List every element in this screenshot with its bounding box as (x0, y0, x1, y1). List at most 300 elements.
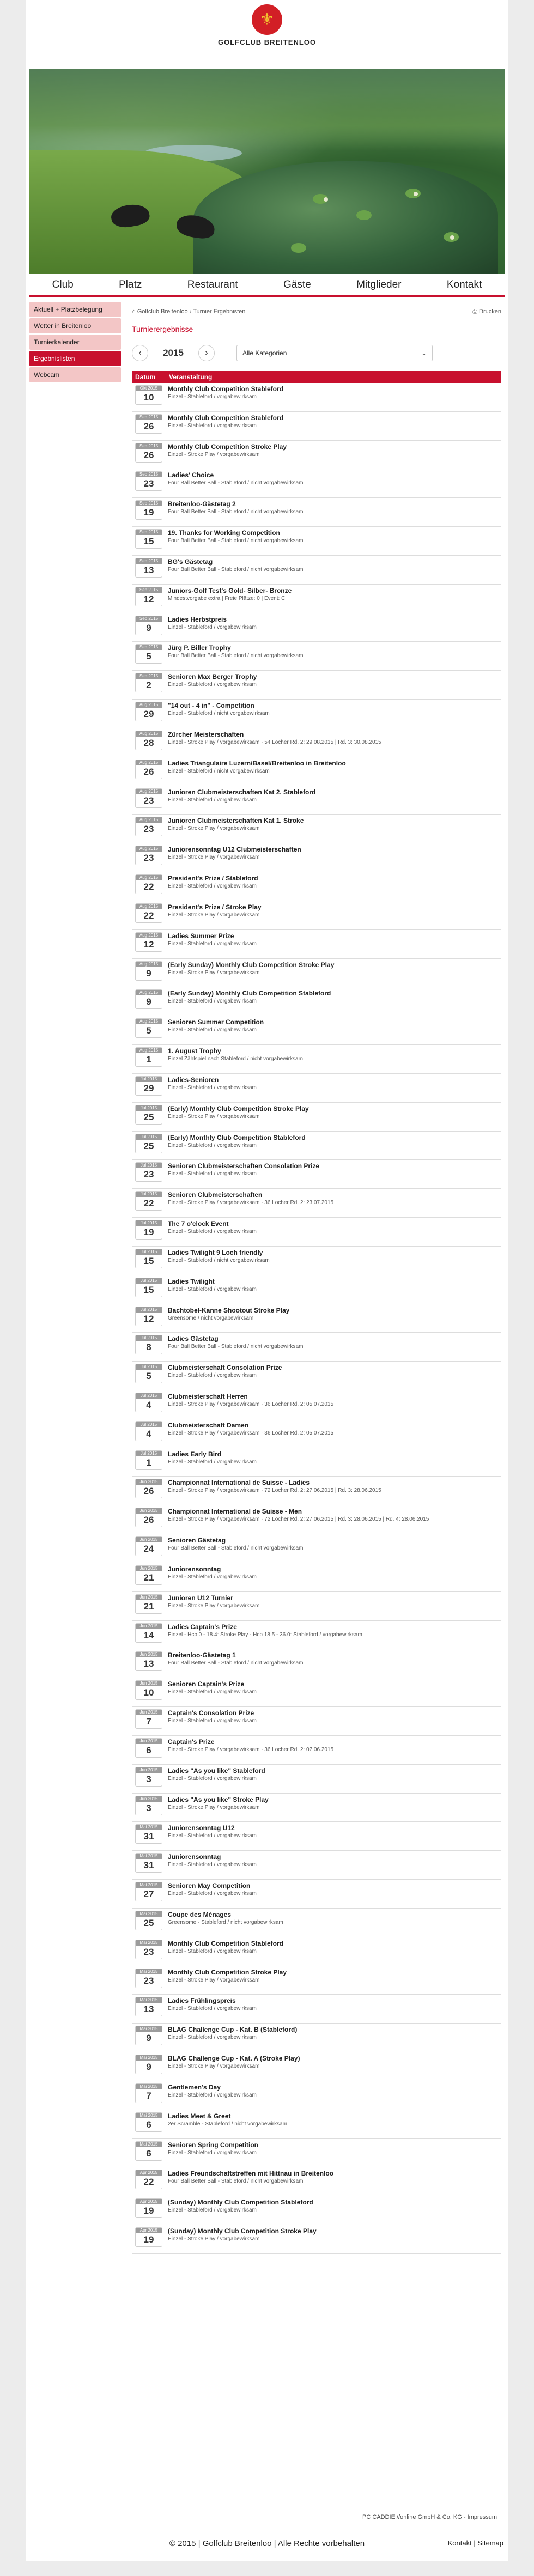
event-title[interactable]: Ladies "As you like" Stroke Play (168, 1795, 269, 1803)
table-row[interactable] (132, 2110, 501, 2139)
date-day: 1 (146, 1457, 151, 1468)
event-title[interactable]: Senioren Clubmeisterschaften Consolation Prize (168, 1162, 320, 1170)
date-day: 5 (146, 651, 151, 662)
event-title[interactable]: Captain's Prize (168, 1737, 215, 1746)
date-day: 1 (146, 1054, 151, 1065)
table-row[interactable] (132, 1247, 501, 1275)
date-day: 2 (146, 680, 151, 691)
table-row[interactable] (132, 383, 501, 412)
date-badge (135, 1393, 162, 1412)
print-link[interactable]: ⎙ Drucken (472, 308, 501, 315)
date-month: Aug 2015 (136, 846, 162, 852)
event-details: Einzel - Stableford / vorgabewirksam (168, 394, 257, 400)
table-row[interactable] (132, 1621, 501, 1650)
table-row[interactable] (132, 2167, 501, 2196)
water-lily-flower (450, 235, 454, 240)
date-day: 22 (143, 882, 154, 892)
date-month: Aug 2015 (136, 875, 162, 880)
event-details: Einzel - Stableford / vorgabewirksam (168, 1286, 257, 1292)
table-row[interactable] (132, 585, 501, 613)
event-cell (168, 731, 501, 746)
date-month: Apr 2015 (136, 2199, 162, 2204)
event-title[interactable]: "14 out - 4 in" - Competition (168, 702, 254, 710)
event-title[interactable]: Ladies Summer Prize (168, 932, 234, 940)
table-row[interactable] (132, 1563, 501, 1592)
year-display: 2015 (163, 348, 184, 358)
event-title[interactable]: Senioren May Competition (168, 1882, 251, 1890)
table-row[interactable] (132, 613, 501, 642)
date-badge (135, 1076, 162, 1096)
table-row[interactable] (132, 815, 501, 843)
table-row[interactable] (132, 671, 501, 700)
event-details: Einzel - Stroke Play / vorgabewirksam (168, 1804, 260, 1811)
event-cell (168, 443, 501, 458)
event-title[interactable]: Senioren Spring Competition (168, 2141, 259, 2149)
date-day: 5 (146, 1025, 151, 1036)
table-row[interactable] (132, 959, 501, 988)
event-title[interactable]: Juniorensonntag (168, 1853, 221, 1861)
date-month: Aug 2015 (136, 789, 162, 794)
date-badge (135, 1680, 162, 1700)
event-title[interactable]: Championnat International de Suisse - Men (168, 1508, 302, 1516)
table-row[interactable] (132, 901, 501, 930)
date-badge (135, 2198, 162, 2218)
event-details: Einzel - Stableford / vorgabewirksam (168, 1142, 257, 1149)
event-title[interactable]: Junioren U12 Turnier (168, 1594, 233, 1602)
event-cell (168, 1076, 501, 1091)
event-cell (168, 644, 501, 659)
date-month: Sep 2015 (136, 501, 162, 506)
chevron-left-icon: ‹ (138, 348, 142, 357)
event-details: Einzel - Stroke Play / vorgabewirksam (168, 854, 260, 861)
event-title[interactable]: Breitenloo-Gästetag 1 (168, 1651, 236, 1660)
nav-item-platz[interactable]: Platz (119, 279, 142, 290)
brand-name: GOLFCLUB BREITENLOO (217, 38, 317, 46)
chevron-right-icon: › (205, 348, 208, 357)
event-details: Einzel - Stableford / vorgabewirksam (168, 2207, 257, 2214)
event-title[interactable]: (Early Sunday) Monthly Club Competition Stableford (168, 989, 331, 998)
club-crest-icon[interactable]: ⚜ (252, 4, 282, 35)
table-row[interactable] (132, 1649, 501, 1678)
date-badge (135, 2055, 162, 2074)
sidebar-item-turnierkalender[interactable]: Turnierkalender (29, 335, 121, 350)
table-row[interactable] (132, 1592, 501, 1621)
event-cell (168, 760, 501, 775)
table-row[interactable] (132, 1505, 501, 1534)
footer-links[interactable]: Kontakt | Sitemap (447, 2539, 503, 2547)
event-cell (168, 616, 501, 631)
event-title[interactable]: Juniorensonntag U12 (168, 1824, 235, 1832)
date-month: Jul 2015 (136, 1451, 162, 1456)
event-cell (168, 1651, 501, 1667)
event-title[interactable]: Ladies Gästetag (168, 1335, 219, 1343)
table-row[interactable] (132, 1937, 501, 1966)
event-details: Four Ball Better Ball - Stableford / nicht vorgabewirksam (168, 1660, 304, 1667)
event-details: Einzel - Stroke Play / vorgabewirksam · 36 Löcher Rd. 2: 23.07.2015 (168, 1200, 334, 1206)
date-day: 15 (143, 1255, 154, 1266)
date-badge (135, 1364, 162, 1383)
date-month: Jul 2015 (136, 1335, 162, 1341)
date-badge (135, 1134, 162, 1153)
event-details: Four Ball Better Ball - Stableford / nicht vorgabewirksam (168, 1545, 304, 1552)
nav-item-mitglieder[interactable]: Mitglieder (356, 279, 402, 290)
sidebar-item-ergebnislisten[interactable]: Ergebnislisten (29, 351, 121, 366)
table-row[interactable] (132, 1765, 501, 1794)
table-row[interactable] (132, 1966, 501, 1995)
event-title[interactable]: Ladies Twilight 9 Loch friendly (168, 1248, 263, 1256)
event-title[interactable]: Bachtobel-Kanne Shootout Stroke Play (168, 1306, 290, 1314)
event-cell (168, 961, 501, 976)
date-badge (135, 817, 162, 836)
date-month: Jun 2015 (136, 1739, 162, 1744)
table-row[interactable] (132, 786, 501, 815)
table-row[interactable] (132, 872, 501, 901)
event-details: Four Ball Better Ball - Stableford / nicht vorgabewirksam (168, 480, 304, 487)
breadcrumb[interactable]: ⌂ Golfclub Breitenloo › Turnier Ergebnisten (132, 308, 246, 315)
table-row[interactable] (132, 1794, 501, 1822)
event-cell (168, 1680, 501, 1696)
event-title[interactable]: 19. Thanks for Working Competition (168, 529, 280, 537)
date-day: 9 (146, 2062, 151, 2073)
event-title[interactable]: BLAG Challenge Cup - Kat. B (Stableford) (168, 2026, 298, 2034)
event-cell (168, 414, 501, 429)
date-month: Mai 2015 (136, 1882, 162, 1888)
event-cell (168, 1249, 501, 1264)
date-badge (135, 1911, 162, 1930)
date-badge (135, 932, 162, 952)
nav-item-kontakt[interactable]: Kontakt (446, 279, 482, 290)
event-title[interactable]: (Early Sunday) Monthly Club Competition Stroke Play (168, 961, 335, 969)
column-header-date: Datum (135, 373, 156, 381)
date-month: Sep 2015 (136, 530, 162, 535)
date-month: Jul 2015 (136, 1422, 162, 1427)
event-cell (168, 673, 501, 688)
home-icon: ⌂ (132, 308, 137, 315)
table-row[interactable] (132, 2081, 501, 2110)
event-title[interactable]: Juniorensonntag U12 Clubmeisterschaften (168, 846, 301, 854)
date-month: Mai 2015 (136, 1997, 162, 2003)
date-day: 29 (143, 1083, 154, 1093)
table-row[interactable] (132, 987, 501, 1016)
date-month: Jul 2015 (136, 1105, 162, 1111)
date-month: Jun 2015 (136, 1624, 162, 1629)
event-title[interactable]: Clubmeisterschaft Herren (168, 1392, 248, 1400)
date-month: Sep 2015 (136, 645, 162, 650)
event-title[interactable]: Ladies Twilight (168, 1277, 215, 1285)
event-title[interactable]: Ladies "As you like" Stableford (168, 1766, 265, 1775)
event-title[interactable]: Ladies Freundschaftstreffen mit Hittnau in Breitenloo (168, 2170, 334, 2178)
table-row[interactable] (132, 2052, 501, 2081)
table-row[interactable] (132, 1132, 501, 1161)
table-row[interactable] (132, 498, 501, 527)
table-row[interactable] (132, 1477, 501, 1505)
event-cell (168, 1940, 501, 1955)
event-title[interactable]: Monthly Club Competition Stableford (168, 385, 283, 393)
event-cell (168, 1421, 501, 1437)
event-title[interactable]: Senioren Clubmeisterschaften (168, 1191, 263, 1199)
event-title[interactable]: Zürcher Meisterschaften (168, 730, 244, 738)
table-row[interactable] (132, 1419, 501, 1448)
main-nav (29, 275, 505, 297)
event-title[interactable]: Ladies Triangulaire Luzern/Basel/Breitenloo in Breitenloo (168, 759, 346, 767)
date-day: 10 (143, 1687, 154, 1698)
nav-item-gaeste[interactable]: Gäste (283, 279, 311, 290)
event-cell (168, 1796, 501, 1811)
event-cell (168, 1824, 501, 1839)
date-month: Jun 2015 (136, 1681, 162, 1686)
event-title[interactable]: Monthly Club Competition Stableford (168, 414, 283, 422)
event-title[interactable]: Juniorensonntag (168, 1565, 221, 1573)
date-day: 26 (143, 421, 154, 432)
table-row[interactable] (132, 1103, 501, 1132)
footer-credit[interactable]: PC CADDIE://online GmbH & Co. KG - Impressum (362, 2514, 497, 2520)
date-badge (135, 1594, 162, 1614)
date-day: 12 (143, 593, 154, 604)
table-row[interactable] (132, 642, 501, 671)
date-month: Mai 2015 (136, 2084, 162, 2089)
table-row[interactable] (132, 2024, 501, 2052)
event-cell (168, 1565, 501, 1581)
event-details: Einzel - Stroke Play / vorgabewirksam (168, 912, 260, 918)
event-title[interactable]: BLAG Challenge Cup - Kat. A (Stroke Play) (168, 2055, 300, 2063)
table-row[interactable] (132, 930, 501, 959)
next-year-button[interactable] (198, 345, 215, 361)
event-cell (168, 1162, 501, 1177)
event-cell (168, 2227, 501, 2243)
event-title[interactable]: Ladies Frühlingspreis (168, 1997, 236, 2005)
table-row[interactable] (132, 441, 501, 470)
event-title[interactable]: Senioren Gästetag (168, 1536, 226, 1545)
event-title[interactable]: Senioren Captain's Prize (168, 1680, 245, 1688)
main-content (132, 308, 501, 2254)
table-row[interactable] (132, 843, 501, 872)
date-month: Aug 2015 (136, 904, 162, 909)
table-row[interactable] (132, 1275, 501, 1304)
event-cell (168, 1969, 501, 1984)
event-cell (168, 2026, 501, 2041)
table-row[interactable] (132, 1707, 501, 1736)
event-title[interactable]: Junioren Clubmeisterschaften Kat 2. Stableford (168, 788, 316, 796)
table-row[interactable] (132, 2139, 501, 2168)
event-details: Einzel - Stableford / nicht vorgabewirksam (168, 768, 270, 774)
event-title[interactable]: Monthly Club Competition Stableford (168, 1939, 283, 1947)
date-day: 25 (143, 1140, 154, 1151)
event-title[interactable]: Captain's Consolation Prize (168, 1709, 254, 1717)
table-row[interactable] (132, 700, 501, 728)
event-cell (168, 385, 501, 400)
date-month: Mai 2015 (136, 1854, 162, 1859)
date-month: Mai 2015 (136, 1911, 162, 1917)
date-badge (135, 558, 162, 578)
nav-item-restaurant[interactable]: Restaurant (187, 279, 238, 290)
header (26, 4, 508, 46)
table-row[interactable] (132, 527, 501, 556)
event-title[interactable]: Gentlemen's Day (168, 2083, 221, 2091)
table-row[interactable] (132, 1304, 501, 1333)
event-cell (168, 1220, 501, 1235)
prev-year-button[interactable] (132, 345, 148, 361)
date-month: Sep 2015 (136, 443, 162, 449)
date-badge (135, 1969, 162, 1988)
table-row[interactable] (132, 1016, 501, 1045)
table-row[interactable] (132, 412, 501, 441)
event-cell (168, 2198, 501, 2214)
event-title[interactable]: BG's Gästetag (168, 557, 213, 566)
table-row[interactable] (132, 1218, 501, 1247)
table-row[interactable] (132, 757, 501, 786)
date-month: Mai 2015 (136, 1940, 162, 1946)
event-title[interactable]: Jürg P. Biller Trophy (168, 644, 231, 652)
table-row[interactable] (132, 556, 501, 585)
event-details: Einzel - Stroke Play / vorgabewirksam (168, 2063, 260, 2070)
date-month: Jul 2015 (136, 1077, 162, 1082)
event-details: Einzel - Stableford / vorgabewirksam (168, 1948, 257, 1954)
event-cell (168, 1134, 501, 1149)
date-day: 15 (143, 536, 154, 547)
event-title[interactable]: The 7 o'clock Event (168, 1220, 229, 1228)
date-day: 23 (143, 1946, 154, 1957)
event-details: Einzel - Hcp 0 - 18.4: Stroke Play - Hcp 18.5 - 36.0: Stableford / vorgabewirksam (168, 1631, 362, 1638)
date-badge (135, 989, 162, 1009)
event-title[interactable]: (Early) Monthly Club Competition Stableford (168, 1133, 306, 1141)
table-row[interactable] (132, 1534, 501, 1563)
event-title[interactable]: (Early) Monthly Club Competition Stroke Play (168, 1104, 309, 1113)
event-title[interactable]: Junioren Clubmeisterschaften Kat 1. Stroke (168, 817, 304, 825)
date-badge (135, 1018, 162, 1038)
event-title[interactable]: Senioren Max Berger Trophy (168, 673, 257, 681)
event-title[interactable]: Ladies Captain's Prize (168, 1623, 237, 1631)
date-badge (135, 673, 162, 692)
table-row[interactable] (132, 1390, 501, 1419)
event-title[interactable]: Ladies Early Bird (168, 1450, 222, 1458)
date-badge (135, 1882, 162, 1901)
event-cell (168, 529, 501, 544)
event-title[interactable]: President's Prize / Stroke Play (168, 903, 262, 911)
event-details: Einzel - Stroke Play / vorgabewirksam (168, 825, 260, 832)
table-row[interactable] (132, 1995, 501, 2024)
nav-item-club[interactable]: Club (52, 279, 74, 290)
date-badge (135, 2083, 162, 2103)
event-cell (168, 1853, 501, 1868)
sidebar-item-webcam[interactable]: Webcam (29, 367, 121, 382)
date-day: 28 (143, 737, 154, 748)
event-details: Einzel - Stableford / vorgabewirksam (168, 1833, 257, 1839)
event-title[interactable]: (Sunday) Monthly Club Competition Stroke Play (168, 2227, 317, 2235)
table-row[interactable] (132, 1045, 501, 1074)
table-row[interactable] (132, 1160, 501, 1189)
event-title[interactable]: Ladies Meet & Greet (168, 2112, 231, 2120)
event-title[interactable]: President's Prize / Stableford (168, 874, 258, 883)
event-details: Einzel - Stableford / vorgabewirksam (168, 1775, 257, 1782)
event-cell (168, 2083, 501, 2099)
event-cell (168, 989, 501, 1005)
table-row[interactable] (132, 2225, 501, 2254)
event-title[interactable]: Senioren Summer Competition (168, 1018, 264, 1026)
event-cell (168, 1335, 501, 1350)
date-badge (135, 846, 162, 865)
table-row[interactable] (132, 1333, 501, 1362)
event-details: Einzel - Stroke Play / vorgabewirksam (168, 2236, 260, 2242)
table-row[interactable] (132, 1074, 501, 1103)
event-title[interactable]: Juniors-Golf Test's Gold- Silber- Bronze (168, 586, 292, 594)
date-day: 4 (146, 1428, 151, 1439)
event-details: Einzel Zählspiel nach Stableford / nicht vorgabewirksam (168, 1056, 303, 1062)
event-title[interactable]: 1. August Trophy (168, 1047, 221, 1055)
date-badge (135, 1278, 162, 1297)
table-row[interactable] (132, 469, 501, 498)
date-day: 31 (143, 1831, 154, 1842)
event-details: Einzel - Stableford / nicht vorgabewirksam (168, 710, 270, 717)
event-details: Einzel - Stableford / vorgabewirksam (168, 2006, 257, 2012)
page-title: Turnierergebnisse (132, 325, 501, 336)
event-title[interactable]: Championnat International de Suisse - Ladies (168, 1479, 310, 1487)
date-day: 7 (146, 2090, 151, 2101)
date-month: Jul 2015 (136, 1134, 162, 1140)
table-row[interactable] (132, 1678, 501, 1707)
date-day: 19 (143, 1227, 154, 1238)
event-title[interactable]: Monthly Club Competition Stroke Play (168, 1968, 287, 1976)
event-details: Einzel - Stableford / vorgabewirksam (168, 940, 257, 947)
event-title[interactable]: Clubmeisterschaft Damen (168, 1421, 249, 1429)
date-month: Aug 2015 (136, 990, 162, 995)
table-row[interactable] (132, 2196, 501, 2225)
sidebar-item-aktuell[interactable]: Aktuell + Platzbelegung (29, 302, 121, 317)
event-cell (168, 1623, 501, 1638)
event-title[interactable]: Breitenloo-Gästetag 2 (168, 500, 236, 508)
event-details: Einzel - Stroke Play / vorgabewirksam · 36 Löcher Rd. 2: 05.07.2015 (168, 1430, 334, 1436)
date-day: 31 (143, 1860, 154, 1871)
event-details: Einzel - Stableford / vorgabewirksam (168, 1171, 257, 1177)
event-details: Einzel - Stableford / vorgabewirksam (168, 1229, 257, 1235)
event-cell (168, 1393, 501, 1408)
event-title[interactable]: (Sunday) Monthly Club Competition Stableford (168, 2198, 313, 2207)
table-row[interactable] (132, 1880, 501, 1909)
date-badge (135, 385, 162, 405)
event-title[interactable]: Coupe des Ménages (168, 1910, 232, 1918)
event-cell (168, 471, 501, 487)
event-title[interactable]: Monthly Club Competition Stroke Play (168, 442, 287, 451)
date-day: 26 (143, 1486, 154, 1497)
event-cell (168, 1536, 501, 1552)
date-badge (135, 1191, 162, 1211)
event-cell (168, 903, 501, 919)
date-day: 26 (143, 449, 154, 460)
date-month: Sep 2015 (136, 673, 162, 679)
date-month: Sep 2015 (136, 587, 162, 593)
sidebar-item-wetter[interactable]: Wetter in Breitenloo (29, 318, 121, 333)
date-badge (135, 1796, 162, 1815)
table-row[interactable] (132, 1851, 501, 1880)
table-row[interactable] (132, 1362, 501, 1390)
table-row[interactable] (132, 1822, 501, 1851)
date-badge (135, 414, 162, 434)
table-row[interactable] (132, 1189, 501, 1218)
event-title[interactable]: Ladies-Senioren (168, 1076, 219, 1084)
category-select[interactable]: Alle Kategorien ⌄ (236, 345, 433, 361)
table-row[interactable] (132, 728, 501, 757)
table-row[interactable] (132, 1448, 501, 1477)
table-row[interactable] (132, 1736, 501, 1765)
date-badge (135, 1508, 162, 1527)
table-row[interactable] (132, 1909, 501, 1937)
event-title[interactable]: Clubmeisterschaft Consolation Prize (168, 1364, 282, 1372)
lily-pad (356, 210, 372, 220)
event-title[interactable]: Ladies' Choice (168, 471, 214, 479)
event-title[interactable]: Ladies Herbstpreis (168, 615, 227, 623)
date-day: 21 (143, 1572, 154, 1583)
page (26, 0, 508, 2561)
date-day: 5 (146, 1371, 151, 1382)
